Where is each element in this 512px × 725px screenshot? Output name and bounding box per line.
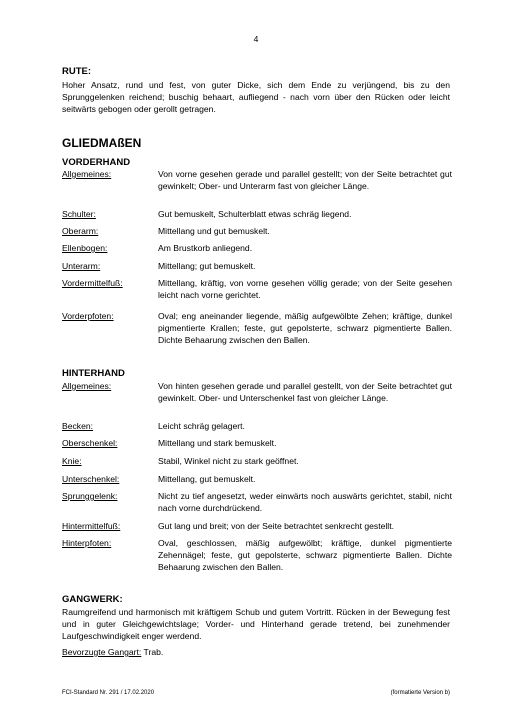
row-text: Leicht schräg gelagert. (158, 421, 245, 431)
row-label: Ellenbogen: (62, 243, 108, 253)
row-text: Mittellang und gut bemuskelt. (158, 226, 270, 236)
gliedmassen-heading: GLIEDMAßEN (62, 136, 142, 150)
vorderhand-heading: VORDERHAND (62, 157, 131, 168)
row-label: Oberarm: (62, 226, 99, 236)
row-text: Oval; eng aneinander liegende, mäßig aufgewölbte Zehen; kräftige, dunkel pigmentierte Krallen; feste, gut gepolsterte, schwarz pigmentierte Ballen. Dichte Behaarung zwischen den Ballen. (158, 311, 452, 345)
row-label: Unterschenkel: (62, 474, 120, 484)
row-text: Von hinten gesehen gerade und parallel gestellt, von der Seite betrachtet gut gewinkelt. Ober- und Unterschenkel fast von gleicher Länge. (158, 381, 452, 403)
page-number: 4 (253, 34, 259, 44)
row-text: Mittellang, gut bemuskelt. (158, 474, 256, 484)
row-text: Stabil, Winkel nicht zu stark geöffnet. (158, 456, 299, 466)
row-text: Mittellang; gut bemuskelt. (158, 261, 256, 271)
gangwerk-heading: GANGWERK: (62, 594, 123, 605)
row-label: Unterarm: (62, 261, 101, 271)
row-label: Knie: (62, 456, 82, 466)
gangwerk-text: Raumgreifend und harmonisch mit kräftigem Schub und gutem Vortritt. Rücken in der Bewegung fest und in guter Gleichgewichtslage; Vorder- und Hinterhand gerade tretend, bei zunehmender Laufgeschwindigkeit enger werdend. (62, 607, 450, 641)
gangart-value: Trab. (143, 647, 164, 657)
row-label: Hinterpfoten: (62, 538, 112, 548)
rute-heading: RUTE: (62, 66, 92, 77)
row-label: Vordermittelfuß: (62, 278, 123, 288)
row-label: Schulter: (62, 209, 96, 219)
row-text: Gut lang und breit; von der Seite betrachtet senkrecht gestellt. (158, 521, 394, 531)
row-label: Vorderpfoten: (62, 311, 114, 321)
row-text: Mittellang und stark bemuskelt. (158, 438, 277, 448)
row-text: Von vorne gesehen gerade und parallel gestellt; von der Seite betrachtet gut gewinkelt; Ober- und Unterarm fast von gleicher Länge. (158, 169, 452, 191)
row-label: Allgemeines: (62, 381, 112, 391)
rute-text: Hoher Ansatz, rund und fest, von guter Dicke, sich dem Ende zu verjüngend, bis zu den Sprunggelenken reichend; buschig behaart, aufliegend - nach vorn über den Rücken oder leicht seitwärts gebogen oder gerollt getragen. (62, 80, 450, 114)
row-text: Gut bemuskelt, Schulterblatt etwas schräg liegend. (158, 209, 352, 219)
hinterhand-heading: HINTERHAND (62, 368, 125, 379)
footer-right: (formatierte Version b) (390, 690, 450, 696)
row-text: Am Brustkorb anliegend. (158, 243, 253, 253)
row-text: Oval, geschlossen, mäßig aufgewölbt; kräftige, dunkel pigmentierte Zehennägel; feste, gut gepolsterte, schwarz pigmentierte Ballen. Dichte Behaarung zwischen den Ballen. (158, 538, 452, 572)
row-text: Mittellang, kräftig, von vorne gesehen völlig gerade; von der Seite gesehen leicht nach vorne gerichtet. (158, 278, 452, 300)
gangart-label: Bevorzugte Gangart: (62, 647, 142, 657)
row-label: Allgemeines: (62, 169, 112, 179)
row-label: Sprunggelenk: (62, 491, 118, 501)
row-label: Hintermittelfuß: (62, 521, 121, 531)
row-label: Becken: (62, 421, 94, 431)
row-text: Nicht zu tief angesetzt, weder einwärts noch auswärts gerichtet, stabil, nicht nach vorne durchdrückend. (158, 491, 452, 513)
gangart-line (62, 646, 450, 658)
row-label: Oberschenkel: (62, 438, 118, 448)
footer-left: FCI-Standard Nr. 291 / 17.02.2020 (62, 690, 155, 696)
